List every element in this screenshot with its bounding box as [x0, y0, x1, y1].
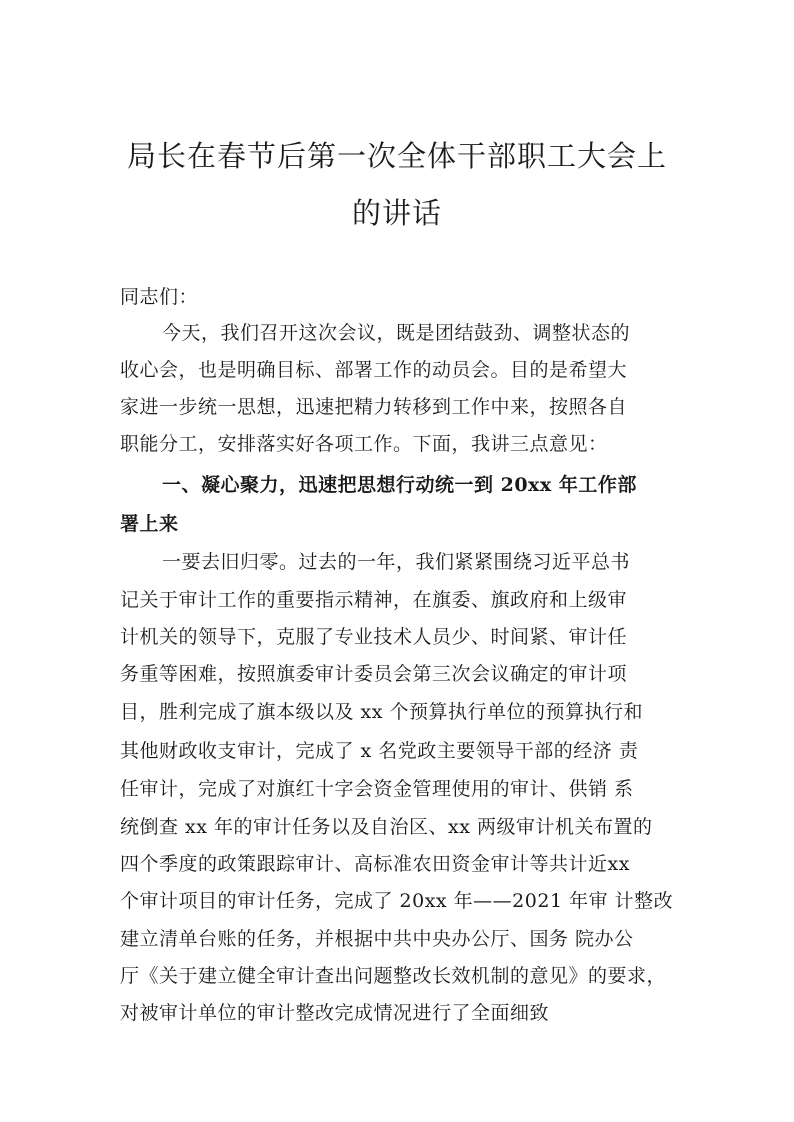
body-line: 家进一步统一思想，迅速把精力转移到工作中来，按照各自 — [120, 396, 628, 418]
section-heading: 署上来 — [120, 513, 179, 535]
greeting: 同志们： — [120, 286, 199, 308]
body-line: 目，胜利完成了旗本级以及 xx 个预算执行单位的预算执行和 — [120, 701, 644, 723]
title-line-2: 的讲话 — [351, 196, 442, 230]
body-line: 务重等困难，按照旗委审计委员会第三次会议确定的审计项 — [120, 663, 628, 685]
body-line: 建立清单台账的任务，并根据中共中央办公厅、国务 院办公 — [120, 928, 634, 950]
body-line: 计机关的领导下，克服了专业技术人员少、时间紧、审计任 — [120, 626, 628, 648]
body-line: 记关于审计工作的重要指示精神，在旗委、旗政府和上级审 — [120, 589, 628, 611]
body-line: 职能分工，安排落实好各项工作。下面，我讲三点意见： — [120, 433, 608, 455]
body-line: 其他财政收支审计，完成了 x 名党政主要领导干部的经济 责 — [120, 740, 639, 762]
title-line-1: 局长在春节后第一次全体干部职工大会上 — [126, 139, 667, 173]
body-line: 今天，我们召开这次会议，既是团结鼓劲、调整状态的 — [162, 322, 631, 344]
body-line: 任审计，完成了对旗红十字会资金管理使用的审计、供销 系 — [120, 778, 634, 800]
body-line: 统倒查 xx 年的审计任务以及自治区、xx 两级审计机关布置的 — [120, 816, 653, 838]
section-heading: 一、凝心聚力，迅速把思想行动统一到 20xx 年工作部 — [162, 474, 637, 496]
body-line: 收心会，也是明确目标、部署工作的动员会。目的是希望大 — [120, 359, 628, 381]
body-line: 个审计项目的审计任务，完成了 20xx 年——2021 年审 计整改 — [120, 890, 674, 912]
body-line: 四个季度的政策跟踪审计、高标准农田资金审计等共计近xx — [120, 853, 630, 875]
body-line: 厅《关于建立健全审计查出问题整改长效机制的意见》的要求， — [120, 965, 667, 987]
body-line: 对被审计单位的审计整改完成情况进行了全面细致 — [120, 1002, 550, 1024]
body-line: 一要去旧归零。过去的一年，我们紧紧围绕习近平总书 — [162, 551, 631, 573]
